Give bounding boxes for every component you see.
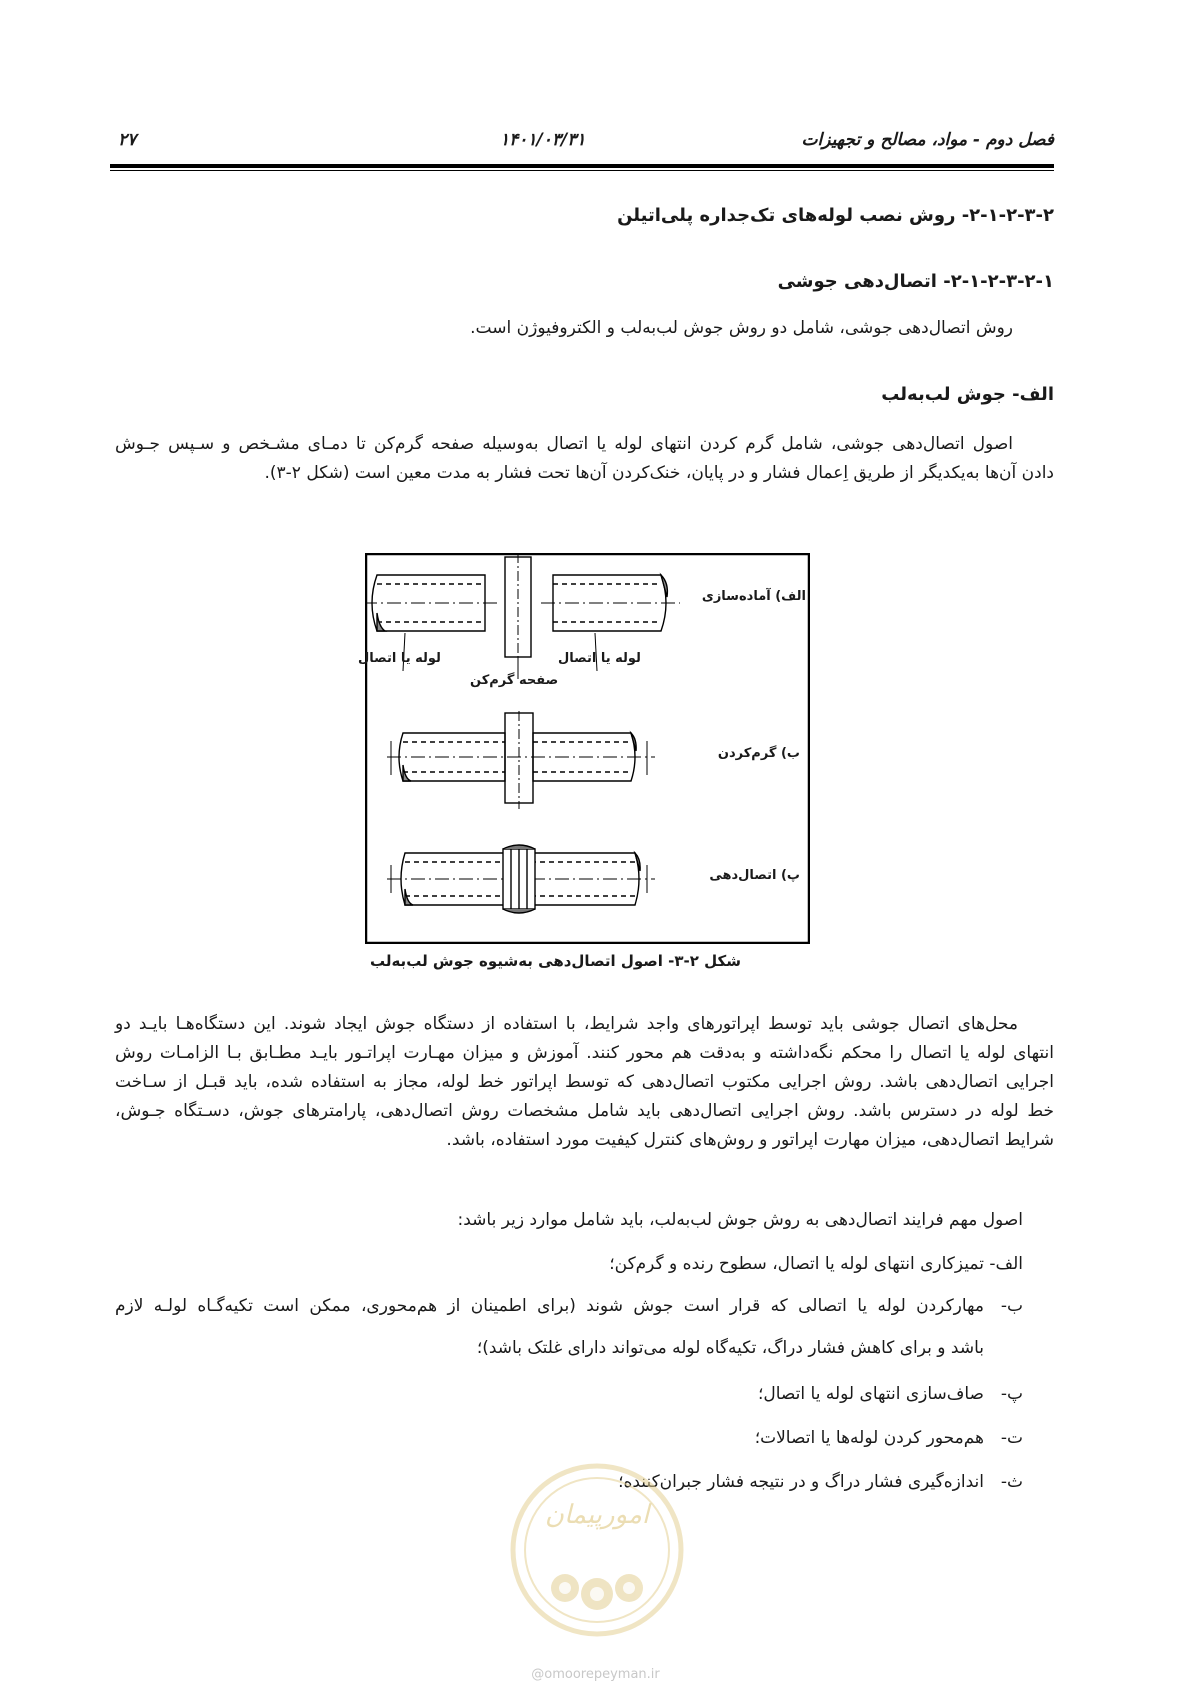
list-intro: اصول مهم فرایند اتصال‌دهی به روش جوش لب‌به‌لب، باید شامل موارد زیر باشد: (457, 1210, 1023, 1230)
list-item-a: الف- تمیزکاری انتهای لوله یا اتصال، سطوح رنده و گرم‌کن؛ (609, 1254, 1023, 1274)
body-paragraph (115, 1010, 1054, 1155)
watermark-text: امورپیمان (544, 1500, 650, 1530)
page-number: ۲۷ (118, 130, 137, 150)
list-item-p-marker: پ- (1000, 1384, 1023, 1404)
paragraph-line: شرایط اتصال‌دهی، میزان مهارت اپراتور و روش‌های کنترل کیفیت مورد استفاده، باشد. (446, 1130, 1054, 1150)
header-rule-thick (110, 164, 1054, 168)
stage-heat-drawing (387, 711, 655, 809)
subsection-heading: ۲-۱-۲-۳-۲-۱- اتصال‌دهی جوشی (777, 271, 1054, 292)
paragraph-line: اصول اتصال‌دهی جوشی، شامل گرم کردن انتهای لوله یا اتصال به‌وسیله صفحه گرم‌کن تا دمـای مشـخص و سـپس جـوش (115, 434, 1013, 454)
label-heater: صفحه گرم‌کن (470, 673, 559, 688)
label-prep: الف) آماده‌سازی (701, 589, 806, 604)
label-join: پ) اتصال‌دهی (709, 868, 800, 883)
list-item-t-marker: ت- (1000, 1428, 1023, 1448)
label-heat: ب) گرم‌کردن (717, 746, 800, 761)
list-item-t: هم‌محور کردن لوله‌ها یا اتصالات؛ (754, 1428, 984, 1448)
paragraph-line: اجرایی اتصال‌دهی باشد. روش اجرایی مکتوب اتصال‌دهی که توسط اپراتور خط لوله، مجاز به استفاده شده، باید قبـل از سـاخت (115, 1072, 1054, 1092)
watermark-seal (507, 1460, 687, 1640)
paragraph-line: دادن آن‌ها به‌یکدیگر از طریق اِعمال فشار و در پایان، خنک‌کردن آن‌ها تحت فشار به مدت معین است (شکل ۲-۳). (264, 463, 1054, 483)
seal-icon (507, 1460, 687, 1640)
label-pipe-left: لوله یا اتصال (358, 651, 441, 666)
intro-paragraph: روش اتصال‌دهی جوشی، شامل دو روش جوش لب‌به‌لب و الکتروفیوژن است. (470, 318, 1013, 338)
header-rule-thin (110, 170, 1054, 171)
butt-weld-paragraph (115, 430, 1054, 488)
butt-weld-heading: الف- جوش لب‌به‌لب (881, 384, 1054, 405)
butt-weld-figure (358, 553, 810, 944)
list-item-th: اندازه‌گیری فشار دراگ و در نتیجه فشار جبران‌کننده؛ (618, 1472, 984, 1492)
list-item-th-marker: ث- (1000, 1472, 1023, 1492)
page-date: ۱۴۰۱/۰۳/۳۱ (500, 130, 586, 150)
figure-caption: شکل ۲-۳- اصول اتصال‌دهی به‌شیوه جوش لب‌به‌لب (369, 952, 741, 970)
chapter-title: فصل دوم - مواد، مصالح و تجهیزات (801, 130, 1054, 150)
section-heading: ۲-۱-۲-۳-۲- روش نصب لوله‌های تک‌جداره پلی‌اتیلن (617, 205, 1054, 226)
list-item-p: صاف‌سازی انتهای لوله یا اتصال؛ (758, 1384, 984, 1404)
paragraph-line: انتهای لوله یا اتصال را محکم نگه‌داشته و به‌دقت هم محور کنند. آموزش و میزان مهـارت اپراتـور بایـد مطـابق بـا الزامـات روش (115, 1043, 1054, 1063)
label-pipe-right: لوله یا اتصال (558, 651, 641, 666)
stage-join-drawing (387, 845, 655, 913)
watermark-url: @omoorepeyman.ir (531, 1667, 660, 1682)
list-item-b-line1: مهارکردن لوله یا اتصالی که قرار است جوش شوند (برای اطمینان از هم‌محوری، ممکن است تکیه‌گـاه لولـه لازم (115, 1296, 984, 1316)
list-item-b-line2: باشد و برای کاهش فشار دراگ، تکیه‌گاه لوله می‌تواند دارای غلتک باشد)؛ (476, 1338, 984, 1358)
paragraph-line: محل‌های اتصال جوشی باید توسط اپراتورهای واجد شرایط، با استفاده از دستگاه جوش ایجاد شوند. این دستگاه‌هـا بایـد دو (115, 1014, 1018, 1034)
list-item-b-marker: ب- (1000, 1296, 1023, 1316)
paragraph-line: خط لوله در دسترس باشد. روش اجرایی اتصال‌دهی باید شامل مشخصات روش اتصال‌دهی، پارامترهای جوش، دسـتگاه جـوش، (115, 1101, 1054, 1121)
